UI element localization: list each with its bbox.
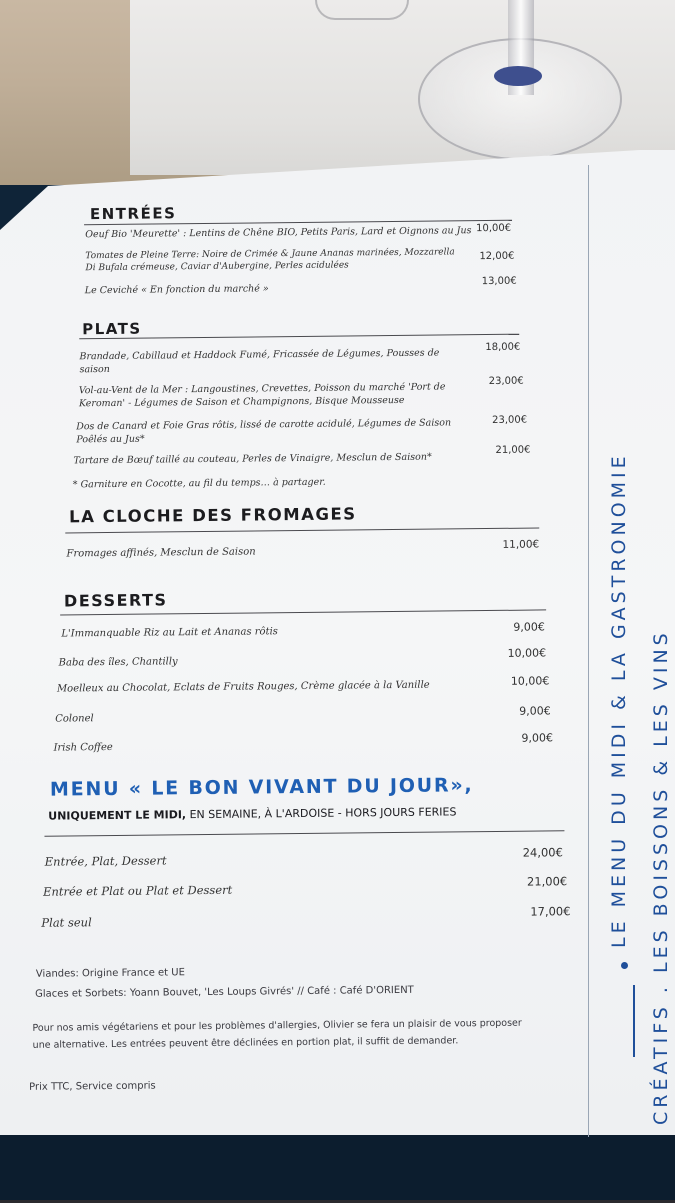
menu-item: Baba des îles, Chantilly	[58, 656, 178, 669]
menu-item-continuation: Poêlés au Jus*	[76, 433, 145, 446]
tab-divider	[588, 165, 589, 1137]
menu-item: Le Ceviché « En fonction du marché »	[84, 283, 269, 297]
section-rule	[44, 830, 564, 836]
tab-marker-line	[633, 985, 635, 1057]
menu-item: Colonel	[55, 713, 94, 725]
menu-price: 9,00€	[519, 704, 551, 718]
formula-price: 24,00€	[522, 845, 563, 860]
menu-price: 23,00€	[488, 375, 524, 388]
menu-item: Irish Coffee	[53, 741, 113, 754]
menu-item: L'Immanquable Riz au Lait et Ananas rôtis	[61, 626, 278, 640]
menu-du-jour-subtitle	[48, 805, 456, 822]
menu-item: Brandade, Cabillaud et Haddock Fumé, Fricassée de Légumes, Pousses de	[79, 347, 440, 363]
menu-price: 10,00€	[476, 222, 512, 235]
allergy-note-continuation: une alternative. Les entrées peuvent être déclinées en portion plat, il suffit de demander.	[32, 1035, 459, 1051]
origin-viandes: Viandes: Origine France et UE	[35, 967, 185, 980]
menu-du-jour-subtitle-rest: EN SEMAINE, À L'ARDOISE - HORS JOURS FERIES	[189, 805, 457, 822]
menu-item: Tartare de Bœuf taillé au couteau, Perles de Vinaigre, Mesclun de Saison*	[73, 451, 432, 467]
section-rule	[60, 609, 546, 615]
formula-item: Entrée, Plat, Dessert	[44, 853, 167, 869]
garniture-note: * Garniture en Cocotte, au fil du temps… à partager.	[72, 476, 326, 491]
allergy-note: Pour nos amis végétariens et pour les problèmes d'allergies, Olivier se fera un plaisir de vous proposer	[32, 1017, 522, 1034]
menu-price: 21,00€	[495, 444, 531, 456]
tab-menu-midi[interactable]: LE MENU DU MIDI & LA GASTRONOMIE	[608, 452, 630, 948]
menu-price: 10,00€	[507, 646, 547, 660]
formula-item: Plat seul	[41, 915, 92, 930]
section-title-plats: PLATS	[82, 319, 142, 339]
formula-item: Entrée et Plat ou Plat et Dessert	[42, 882, 233, 899]
section-title-fromages: LA CLOCHE DES FROMAGES	[69, 504, 357, 527]
glaces-cafe-info: Glaces et Sorbets: Yoann Bouvet, 'Les Loups Givrés' // Café : Café D'ORIENT	[35, 984, 414, 1000]
menu-du-jour-subtitle-bold: UNIQUEMENT LE MIDI,	[48, 808, 187, 823]
formula-price: 21,00€	[526, 874, 568, 889]
menu-item: Vol-au-Vent de la Mer : Langoustines, Crevettes, Poisson du marché 'Port de	[78, 381, 446, 397]
price-info: Prix TTC, Service compris	[29, 1080, 156, 1093]
menu-du-jour-title: MENU « LE BON VIVANT DU JOUR»,	[49, 774, 474, 801]
menu-price: 10,00€	[510, 674, 550, 688]
tab-boissons-vins[interactable]: CRÉATIFS . LES BOISSONS & LES VINS	[650, 629, 672, 1125]
menu-item: Oeuf Bio 'Meurette' : Lentins de Chêne BIO, Petits Paris, Lard et Oignons au Jus	[85, 225, 472, 241]
section-title-desserts: DESSERTS	[63, 590, 168, 611]
section-title-entrees: ENTRÉES	[89, 204, 177, 224]
menu-item: Fromages affinés, Mesclun de Saison	[66, 546, 256, 560]
menu-item: Tomates de Pleine Terre: Noire de Crimée & Jaune Ananas marinées, Mozzarella	[85, 247, 455, 262]
menu-price: 18,00€	[485, 341, 521, 354]
menu-item: Dos de Canard et Foie Gras rôtis, lissé de carotte acidulé, Légumes de Saison	[76, 417, 452, 433]
menu-price: 9,00€	[513, 620, 545, 634]
menu-price: 13,00€	[481, 275, 517, 288]
tab-bullet-icon	[621, 962, 628, 969]
menu-item-continuation: saison	[79, 363, 110, 376]
section-rule	[79, 334, 519, 340]
formula-price: 17,00€	[530, 904, 571, 919]
menu-price: 23,00€	[492, 414, 528, 426]
menu-item-continuation: Di Bufala crémeuse, Caviar d'Aubergine, Perles acidulées	[85, 260, 349, 274]
menu-price: 12,00€	[479, 250, 515, 263]
section-rule	[65, 527, 539, 533]
menu-price: 11,00€	[502, 538, 540, 551]
menu-item-continuation: Keroman' - Légumes de Saison et Champignons, Bisque Mousseuse	[78, 394, 405, 410]
menu-price: 9,00€	[521, 731, 554, 745]
menu-item: Moelleux au Chocolat, Eclats de Fruits Rouges, Crème glacée à la Vanille	[56, 679, 430, 695]
